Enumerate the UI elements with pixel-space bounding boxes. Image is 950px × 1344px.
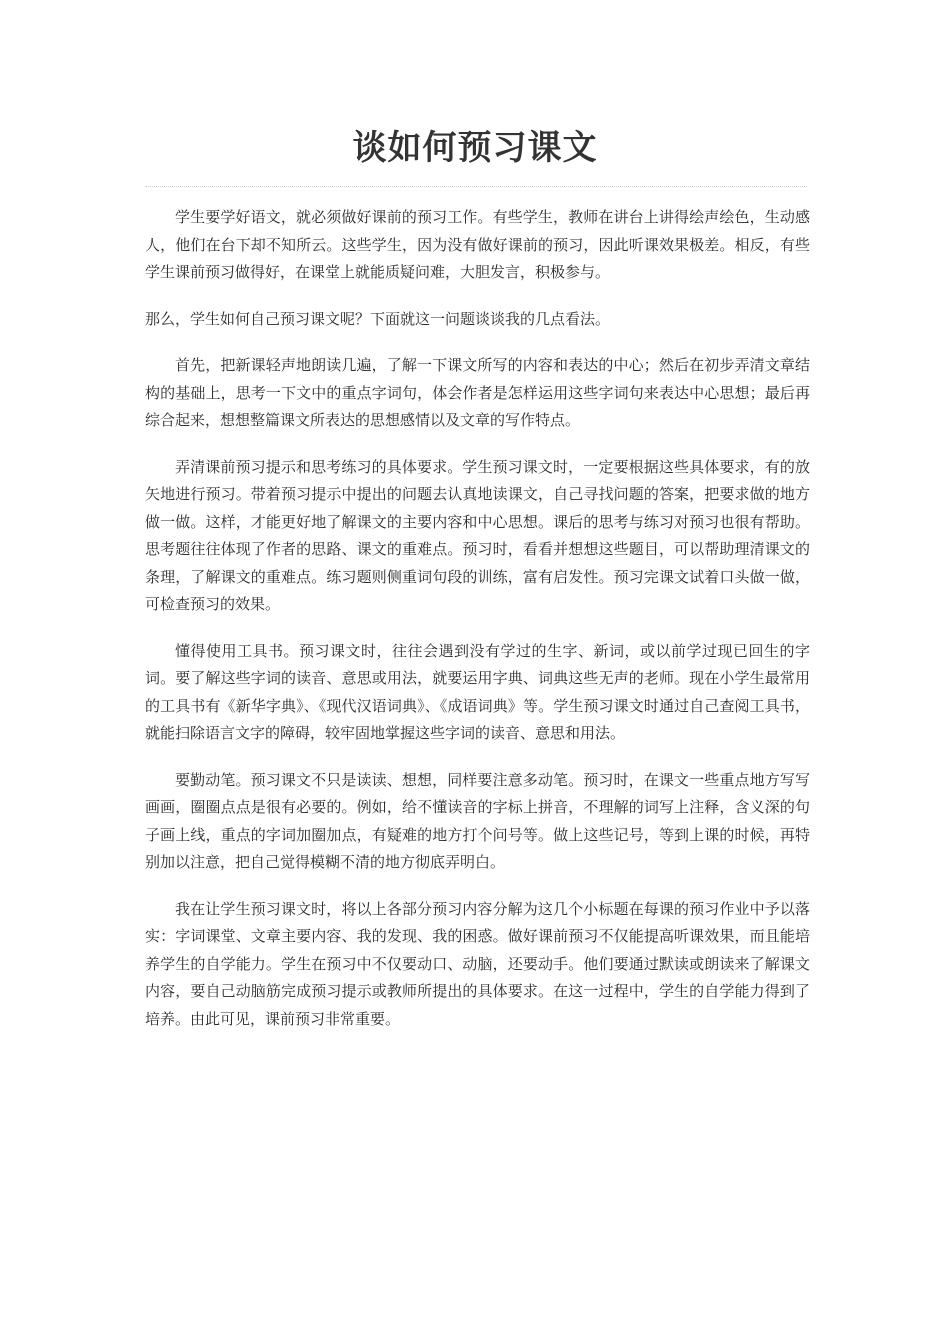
title-divider bbox=[145, 186, 807, 187]
article-body bbox=[145, 204, 810, 1052]
paragraph-question: 那么，学生如何自己预习课文呢？下面就这一问题谈谈我的几点看法。 bbox=[145, 309, 611, 328]
paragraph-reference-books: 懂得使用工具书。预习课文时，往往会遇到没有学过的生字、新词，或以前学过现已回生的字词。要了解这些字词的读音、意思或用法，就要运用字典、词典这些无声的老师。现在小学生最常用的工具书有《新华字典》、《现代汉语词典》、《成语词典》等。学生预习课文时通过自己查阅工具书，就能扫除语言文字的障碍，较牢固地掌握这些字词的读音、意思和用法。 bbox=[145, 641, 810, 742]
page-title: 谈如何预习课文 bbox=[352, 128, 598, 168]
paragraph-intro: 学生要学好语文，就必须做好课前的预习工作。有些学生，教师在讲台上讲得绘声绘色，生动感人，他们在台下却不知所云。这些学生，因为没有做好课前的预习，因此听课效果极差。相反，有些学生课前预习做得好，在课堂上就能质疑问难，大胆发言，积极参与。 bbox=[145, 208, 810, 281]
paragraph-conclusion: 我在让学生预习课文时，将以上各部分预习内容分解为这几个小标题在每课的预习作业中予以落实：字词课堂、文章主要内容、我的发现、我的困惑。做好课前预习不仅能提高听课效果，而且能培养学生的自学能力。学生在预习中不仅要动口、动脑，还要动手。他们要通过默读或朗读来了解课文内容，要自己动脑筋完成预习提示或教师所提出的具体要求。在这一过程中，学生的自学能力得到了培养。由此可见，课前预习非常重要。 bbox=[145, 899, 810, 1028]
paragraph-take-notes: 要勤动笔。预习课文不只是读读、想想，同样要注意多动笔。预习时，在课文一些重点地方写写画画，圈圈点点是很有必要的。例如，给不懂读音的字标上拼音，不理解的词写上注释，含义深的句子画上线，重点的字词加圈加点，有疑难的地方打个问号等。做上这些记号，等到上课的时候，再特别加以注意，把自己觉得模糊不清的地方彻底弄明白。 bbox=[145, 770, 810, 871]
paragraph-requirements: 弄清课前预习提示和思考练习的具体要求。学生预习课文时，一定要根据这些具体要求，有的放矢地进行预习。带着预习提示中提出的问题去认真地读课文，自己寻找问题的答案，把要求做的地方做一做。这样，才能更好地了解课文的主要内容和中心思想。课后的思考与练习对预习也很有帮助。思考题往往体现了作者的思路、课文的重难点。预习时，看看并想想这些题目，可以帮助理清课文的条理，了解课文的重难点。练习题则侧重词句段的训练，富有启发性。预习完课文试着口头做一做，可检查预习的效果。 bbox=[145, 457, 810, 613]
paragraph-read-aloud: 首先，把新课轻声地朗读几遍，了解一下课文所写的内容和表达的中心；然后在初步弄清文章结构的基础上，思考一下文中的重点字词句，体会作者是怎样运用这些字词句来表达中心思想；最后再综合起来，想想整篇课文所表达的思想感情以及文章的写作特点。 bbox=[145, 356, 810, 429]
